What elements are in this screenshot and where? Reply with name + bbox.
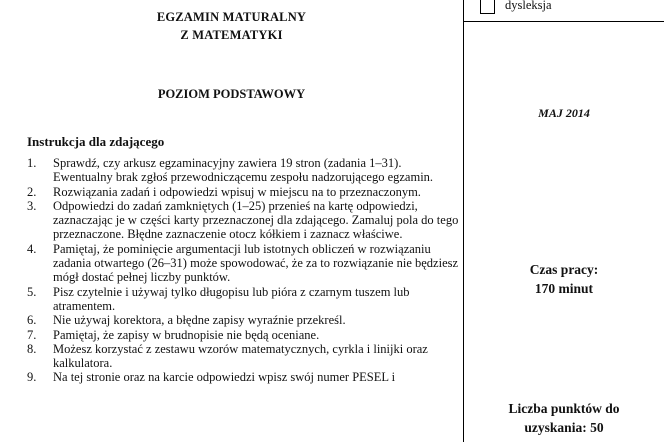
instruction-number: 8. (27, 341, 37, 356)
instruction-text: Pamiętaj, że pominięcie argumentacji lub istotnych obliczeń w rozwiązaniu zadania otwartego (26–31) może spowodować, że za to rozwiązanie nie będziesz mógł dostać pełnej liczby punktów. (53, 241, 459, 285)
side-column (464, 0, 664, 442)
instruction-text: Sprawdź, czy arkusz egzaminacyjny zawiera 19 stron (zadania 1–31). Ewentualny brak zgłoś przewodniczącemu zespołu nadzorującego egzamin. (53, 156, 434, 185)
points-value: uzyskania: 50 (524, 420, 604, 435)
instruction-text: Pamiętaj, że zapisy w brudnopisie nie będą oceniane. (53, 327, 320, 342)
instruction-item (27, 328, 459, 342)
exam-title-line2: Z MATEMATYKI (180, 28, 283, 42)
instructions-list (27, 156, 459, 385)
instruction-number: 1. (27, 156, 37, 170)
instruction-item (27, 242, 459, 285)
time-value: 170 minut (534, 281, 594, 296)
instruction-text: Możesz korzystać z zestawu wzorów matematycznych, cyrkla i linijki oraz kalkulatora. (53, 341, 428, 371)
instruction-item (27, 370, 459, 384)
instruction-item (27, 342, 459, 371)
dyslexia-checkbox[interactable] (480, 0, 495, 14)
instruction-text: Na tej stronie oraz na karcie odpowiedzi wpisz swój numer PESEL i (53, 370, 396, 385)
instruction-item (27, 199, 459, 242)
instruction-item (27, 313, 459, 327)
dyslexia-label: dysleksja (505, 0, 552, 12)
instruction-number: 4. (27, 241, 37, 256)
instruction-number: 2. (27, 184, 37, 199)
instruction-number: 9. (27, 370, 37, 385)
instruction-text: Rozwiązania zadań i odpowiedzi wpisuj w miejscu na to przeznaczonym. (53, 184, 421, 199)
time-label: Czas pracy: (529, 262, 599, 277)
exam-level: POZIOM PODSTAWOWY (157, 87, 306, 101)
points-label: Liczba punktów do (508, 401, 620, 416)
instruction-text: Nie używaj korektora, a błędne zapisy wyraźnie przekreśl. (53, 313, 346, 328)
instructions-heading: Instrukcja dla zdającego (27, 134, 165, 149)
exam-date: MAJ 2014 (538, 106, 590, 120)
instruction-number: 3. (27, 198, 37, 213)
instruction-number: 5. (27, 284, 37, 299)
instruction-item (27, 285, 459, 314)
instruction-item (27, 185, 459, 199)
instruction-text: Pisz czytelnie i używaj tylko długopisu lub pióra z czarnym tuszem lub atramentem. (53, 284, 410, 313)
instruction-number: 6. (27, 313, 37, 328)
instruction-number: 7. (27, 327, 37, 342)
instruction-item (27, 156, 459, 185)
instruction-text: Odpowiedzi do zadań zamkniętych (1–25) przenieś na kartę odpowiedzi, zaznaczając je w części karty przeznaczonej dla zdającego. Zamaluj pola do tego przeznaczone. Błędne zaznaczenie otocz kółkiem i zaznacz właściwe. (53, 198, 459, 242)
checkbox-rule (464, 21, 664, 22)
exam-title-line1: EGZAMIN MATURALNY (156, 10, 307, 24)
